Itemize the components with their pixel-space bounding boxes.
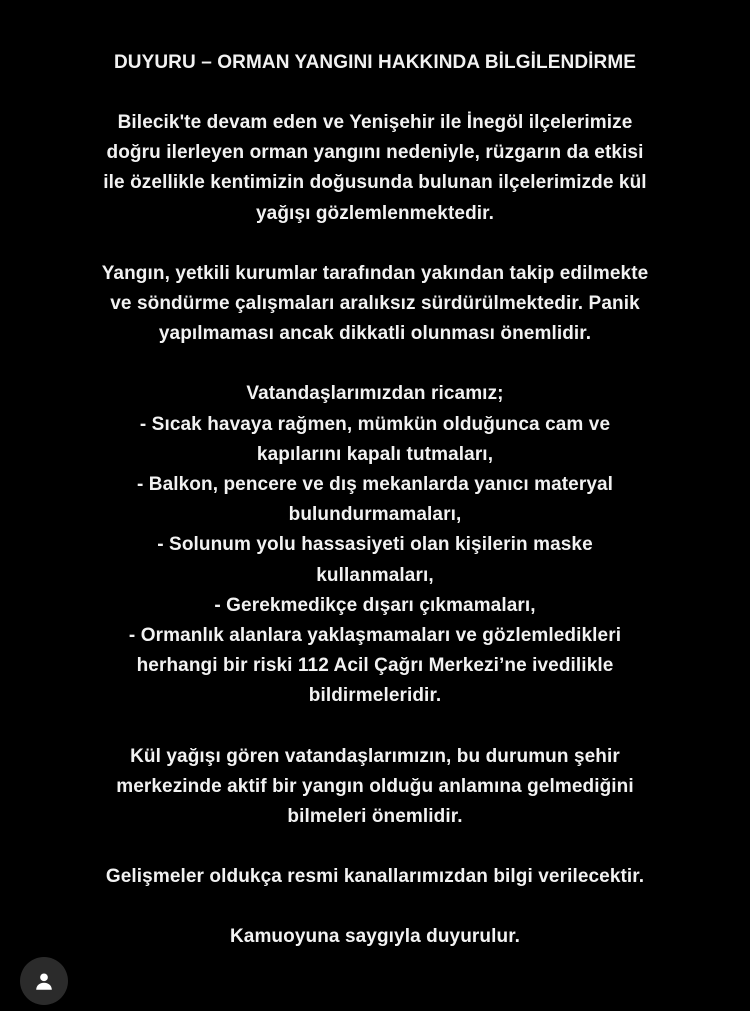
text-line: - Balkon, pencere ve dış mekanlarda yanıcı materyal <box>136 474 614 496</box>
text-line: ve söndürme çalışmaları aralıksız sürdürülmektedir. Panik <box>110 293 640 315</box>
text-line: bildirmeleridir. <box>308 685 442 707</box>
text-line: herhangi bir riski 112 Acil Çağrı Merkezi’ne ivedilikle <box>136 655 614 677</box>
paragraph-updates <box>50 832 700 892</box>
paragraph-closing <box>50 892 700 952</box>
text-line: - Solunum yolu hassasiyeti olan kişilerin maske <box>157 534 593 556</box>
text-line: Gelişmeler oldukça resmi kanallarımızdan bilgi verilecektir. <box>105 866 645 888</box>
text-line: Kamuoyuna saygıyla duyurulur. <box>229 926 521 948</box>
text-line: bilmeleri önemlidir. <box>287 806 463 828</box>
text-line: merkezinde aktif bir yangın olduğu anlamına gelmediğini <box>116 775 634 797</box>
text-line: kapılarını kapalı tutmaları, <box>256 443 494 465</box>
text-line: - Gerekmedikçe dışarı çıkmamaları, <box>214 594 536 616</box>
paragraph-requests <box>50 349 700 711</box>
text-line: bulundurmamaları, <box>288 504 462 526</box>
text-line: yapılmaması ancak dikkatli olunması önemlidir. <box>158 323 592 345</box>
text-line: kullanmaları, <box>316 564 434 586</box>
text-line: Vatandaşlarımızdan ricamız; <box>246 383 504 405</box>
text-line: yağışı gözlemlenmektedir. <box>256 202 494 224</box>
paragraph-fire-status <box>50 229 700 350</box>
text-line: doğru ilerleyen orman yangını nedeniyle, rüzgarın da etkisi <box>106 142 644 164</box>
text-line: Kül yağışı gören vatandaşlarımızın, bu durumun şehir <box>130 745 620 767</box>
paragraph-ash-meaning <box>50 712 700 833</box>
announcement-title: DUYURU – ORMAN YANGINI HAKKINDA BİLGİLENDİRME <box>113 52 637 73</box>
text-line: - Ormanlık alanlara yaklaşmamaları ve gözlemledikleri <box>128 625 622 647</box>
text-line: Yangın, yetkili kurumlar tarafından yakından takip edilmekte <box>101 262 649 284</box>
text-line: Bilecik'te devam eden ve Yenişehir ile İnegöl ilçelerimize <box>117 112 633 133</box>
person-icon <box>33 970 55 992</box>
profile-button[interactable] <box>20 957 68 1005</box>
text-line: ile özellikle kentimizin doğusunda bulunan ilçelerimizde kül <box>103 172 647 194</box>
text-line: - Sıcak havaya rağmen, mümkün olduğunca cam ve <box>139 413 611 435</box>
paragraph-ash-fall <box>50 78 700 229</box>
announcement-text <box>50 48 700 953</box>
